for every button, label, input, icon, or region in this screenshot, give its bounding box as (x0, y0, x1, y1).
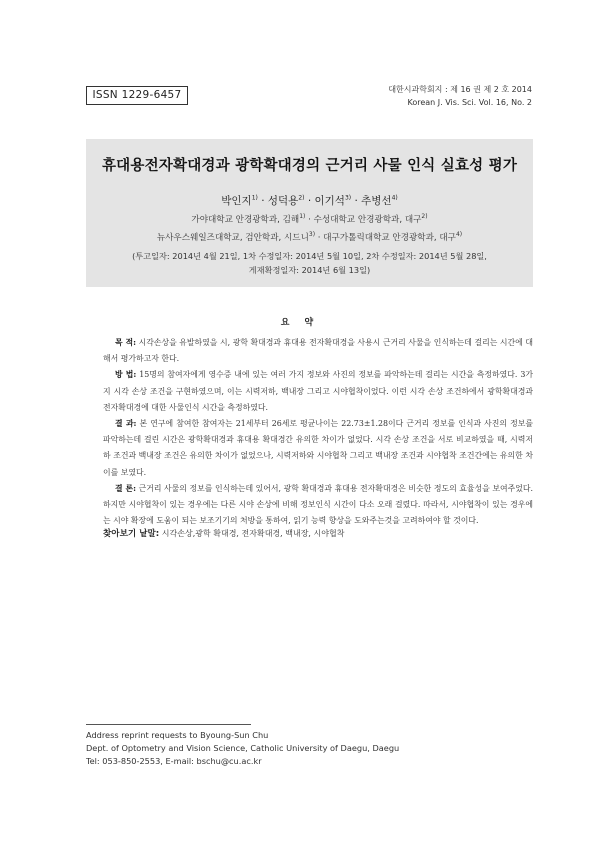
author-separator: · (351, 195, 362, 207)
footnote-line: Address reprint requests to Byoung-Sun Chu (86, 730, 269, 740)
author-name: 박인지 (221, 195, 252, 207)
keywords-text: 시각손상,광학 확대경, 전자확대경, 백내장, 시야협착 (159, 529, 345, 538)
footnote-line: Tel: 053-850-2553, E-mail: bschu@cu.ac.kr (86, 756, 262, 766)
submission-dates: (투고일자: 2014년 4월 21일, 1차 수정일자: 2014년 5월 10일, 2차 수정일자: 2014년 5월 28일, (132, 251, 487, 261)
affiliation-mark: 2) (421, 213, 428, 221)
author-separator: · (257, 195, 268, 207)
abstract-label: 방 법: (115, 370, 137, 380)
journal-line-korean: 대한시과학회지 : 제 16 권 제 2 호 2014 (388, 85, 532, 94)
author-list (86, 193, 533, 208)
abstract-paragraph-results (103, 416, 533, 481)
abstract-body (103, 335, 533, 529)
title-block (86, 139, 533, 287)
author-name: 이기석 (314, 195, 345, 207)
keywords (103, 527, 344, 539)
keywords-label: 찾아보기 낱말: (103, 529, 160, 539)
affiliation-mark: 4) (455, 231, 463, 239)
correspondence-footnote (86, 729, 399, 768)
abstract-label: 목 적: (115, 338, 136, 347)
journal-info (388, 83, 532, 109)
abstract-text: 15명의 참여자에게 영수증 내에 있는 여러 가지 정보와 사진의 정보를 파악하는데 걸리는 시간을 측정하였다. 3가지 시각 손상 조건을 구현하였으며, 이는 시력저하, 백내장 그리고 시야협착이었다. 이런 시각 손상 조건하에서 광학확대경과 전자확대경에 대한 사물인식 시간을 측정하였다. (103, 370, 533, 412)
author-name: 추병선 (361, 195, 392, 207)
abstract-heading: 요 약 (280, 318, 320, 328)
affiliation-mark: 1) (299, 213, 306, 221)
affiliation-line (86, 213, 533, 225)
abstract-text: 본 연구에 참여한 참여자는 21세부터 26세로 평균나이는 22.73±1.28이다 근거리 정보를 인식과 사진의 정보를 파악하는데 걸린 시간은 광학확대경과 휴대용 확대경간 유의한 차이가 없었다. 시각 손상 조건을 서로 비교하였을 때, 시력저하 조건과 백내장 조건은 유의한 차이가 없었으나, 시력저하와 시야협착 그리고 백내장 조건과 시야협착 조건간에는 유의한 차이를 보였다. (103, 419, 533, 477)
affiliation-line (86, 231, 533, 243)
author-affiliation-mark: 4) (391, 194, 398, 202)
acceptance-date: 게재확정일자: 2014년 6월 13일) (248, 265, 371, 275)
abstract-paragraph-methods (103, 367, 533, 416)
abstract-label: 결 론: (115, 483, 136, 493)
affiliation-text: · 수성대학교 안경광학과, 대구 (305, 215, 422, 225)
abstract-text: 시각손상을 유발하였을 시, 광학 확대경과 휴대용 전자확대경을 사용시 근거리 사물을 인식하는데 걸리는 시간에 대해서 평가하고자 한다. (103, 338, 533, 364)
author-affiliation-mark: 3) (344, 194, 352, 202)
journal-line-english: Korean J. Vis. Sci. Vol. 16, No. 2 (407, 98, 532, 107)
issn-box: ISSN 1229-6457 (86, 86, 188, 105)
footnote-divider (86, 724, 251, 725)
affiliation-text: · 대구가톨릭대학교 안경광학과, 대구 (315, 233, 456, 243)
affiliation-mark: 3) (308, 231, 316, 239)
abstract-label: 결 과: (115, 419, 137, 429)
author-separator: · (304, 195, 315, 207)
abstract-paragraph-conclusion (103, 481, 533, 530)
affiliation-text: 뉴사우스웨일즈대학교, 검안학과, 시드니 (156, 233, 309, 243)
abstract-text: 근거리 사물의 정보를 인식하는데 있어서, 광학 확대경과 휴대용 전자확대경은 비슷한 정도의 효율성을 보여주었다. 하지만 시야협착이 있는 경우에는 다른 시야 손상에 비해 정보인식 시간이 다소 오래 걸렸다. 따라서, 시야협착이 있는 경우에는 시야 확장에 도움이 되는 보조기기의 처방을 통하여, 읽기 능력 향상을 도와주는것을 고려하여야 할 것이다. (103, 483, 533, 526)
footnote-line: Dept. of Optometry and Vision Science, Catholic University of Daegu, Daegu (86, 743, 400, 753)
author-name: 성덕용 (267, 195, 299, 207)
paper-title: 휴대용전자확대경과 광학확대경의 근거리 사물 인식 실효성 평가 (101, 158, 518, 174)
author-affiliation-mark: 2) (298, 194, 305, 202)
author-affiliation-mark: 1) (251, 194, 258, 202)
affiliation-text: 가야대학교 안경광학과, 김해 (191, 215, 300, 225)
abstract-paragraph-purpose (103, 335, 533, 367)
